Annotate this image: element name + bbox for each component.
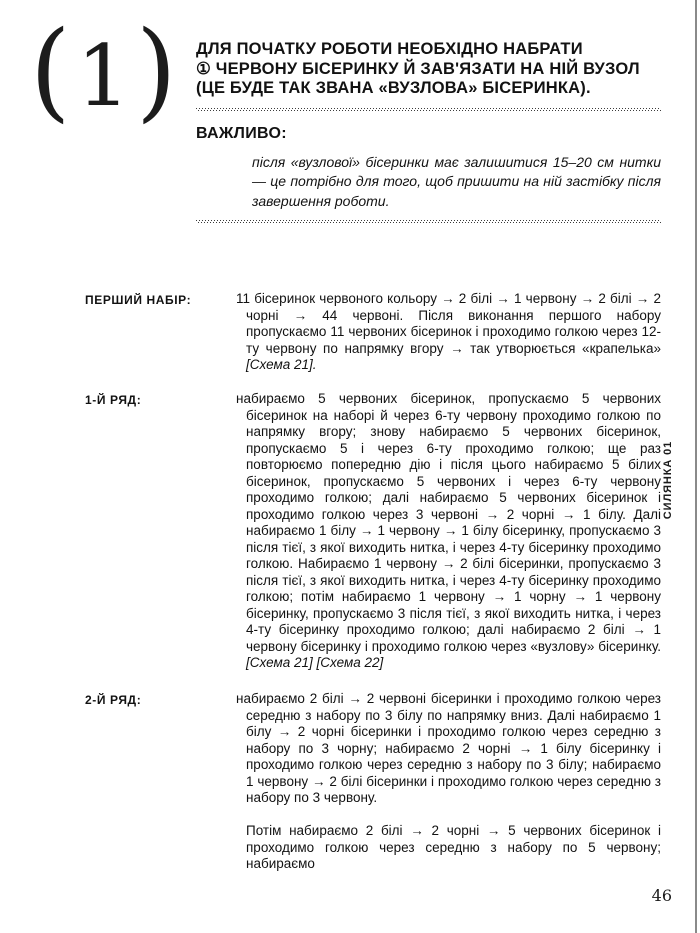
important-text: після «вузлової» бісеринки має залишитися 15–20 см нитки — це потрібно для того, щоб пришити на ній застібку після завершення роботи. <box>252 153 661 209</box>
paragraph-text: набираємо 5 червоних бісеринок, пропускаємо 5 червоних бісеринок на наборі й через 6-ту червону проходимо голкою по напрямку вгору; знову набираємо 5 червоних бісеринок, пропускаємо 5 і через 6-ту проходимо голкою; ще раз повторюємо попередню дію і після цього набираємо 5 білих бісеринок, пропускаємо 5 червоних і через 6-ту червону проходимо голкою; далі набираємо 5 червоних бісеринок і проходимо голкою через 3 червоні → 2 чорні → 1 білу. Далі набираємо 1 білу → 1 червону → 1 білу бісеринку, пропускаємо 3 після тієї, з якої виходить нитка, і через 4-ту бісеринку проходимо голкою. Набираємо 1 червону → 2 білі бісеринки, пропускаємо 3 після тієї, з якої виходить нитка, і через 4-ту бісеринку проходимо голкою; потім набираємо 1 червону → 1 чорну → 1 червону бісеринку, пропускаємо 3 після тієї, з якої виходить нитка, і через 4-ту бісеринку проходимо голкою; далі набираємо 2 білі → 1 червону бісеринку і проходимо голкою через «вузлову» бісеринку. <box>236 391 661 654</box>
section-paragraph <box>236 291 661 374</box>
section-paragraph <box>236 391 661 672</box>
chapter-number-digit: 1 <box>76 27 131 125</box>
section-paragraph: Потім набираємо 2 білі → 2 чорні → 5 червоних бісеринок і проходимо голкою через середню з набору по 5 червону; набираємо <box>246 823 661 871</box>
section-body <box>236 391 661 688</box>
chapter-number-open-paren: ( <box>30 6 71 134</box>
important-label: ВАЖЛИВО: <box>196 124 287 142</box>
chapter-number <box>30 6 177 134</box>
page-number: 46 <box>651 886 672 905</box>
section-label: ПЕРШИЙ НАБІР: <box>85 293 192 307</box>
section-label: 1-Й РЯД: <box>85 393 142 407</box>
chapter-number-close-paren: ) <box>136 6 177 134</box>
page-title-line-2: ① ЧЕРВОНУ БІСЕРИНКУ Й ЗАВ'ЯЗАТИ НА НІЙ ВУЗОЛ <box>196 59 640 78</box>
section-body <box>236 291 661 390</box>
page-title <box>196 40 661 99</box>
page-title-line-3: (ЦЕ БУДЕ ТАК ЗВАНА «ВУЗЛОВА» БІСЕРИНКА). <box>196 79 591 97</box>
paragraph-text: 11 бісеринок червоного кольору → 2 білі → 1 червону → 2 білі → 2 чорні → 44 червоні. Після виконання першого набору пропускаємо 11 червоних бісеринок і проходимо голкою через 12-ту червону по напрямку вгору → так утворюється «крапелька» <box>236 291 661 356</box>
scheme-reference: [Схема 21] [Схема 22] <box>246 655 384 670</box>
margin-sidebar-label: СИЛЯНКА 01 <box>662 440 674 520</box>
header-block <box>196 40 661 223</box>
page-title-line-1: ДЛЯ ПОЧАТКУ РОБОТИ НЕОБХІДНО НАБРАТИ <box>196 40 583 58</box>
section-first-set <box>85 291 661 390</box>
section-paragraph: набираємо 2 білі → 2 червоні бісеринки і проходимо голкою через середню з набору по 3 білу по напрямку вниз. Далі набираємо 1 білу → 2 чорні бісеринки і проходимо голкою через середню з набору по 3 чорну; набираємо 2 чорні → 1 білу бісеринку і проходимо голкою через середню з набору по 3 білу; набираємо 1 червону → 2 білі бісеринки і проходимо голкою через середню з набору по 3 червону. <box>236 691 661 805</box>
section-body <box>236 691 661 873</box>
section-label: 2-Й РЯД: <box>85 693 142 707</box>
scheme-reference: [Схема 21]. <box>246 357 317 372</box>
section-row-2 <box>85 691 661 873</box>
dotted-rule-top <box>196 108 661 111</box>
dotted-rule-bottom <box>196 220 661 223</box>
page-edge-line <box>695 0 697 933</box>
section-row-1 <box>85 391 661 688</box>
